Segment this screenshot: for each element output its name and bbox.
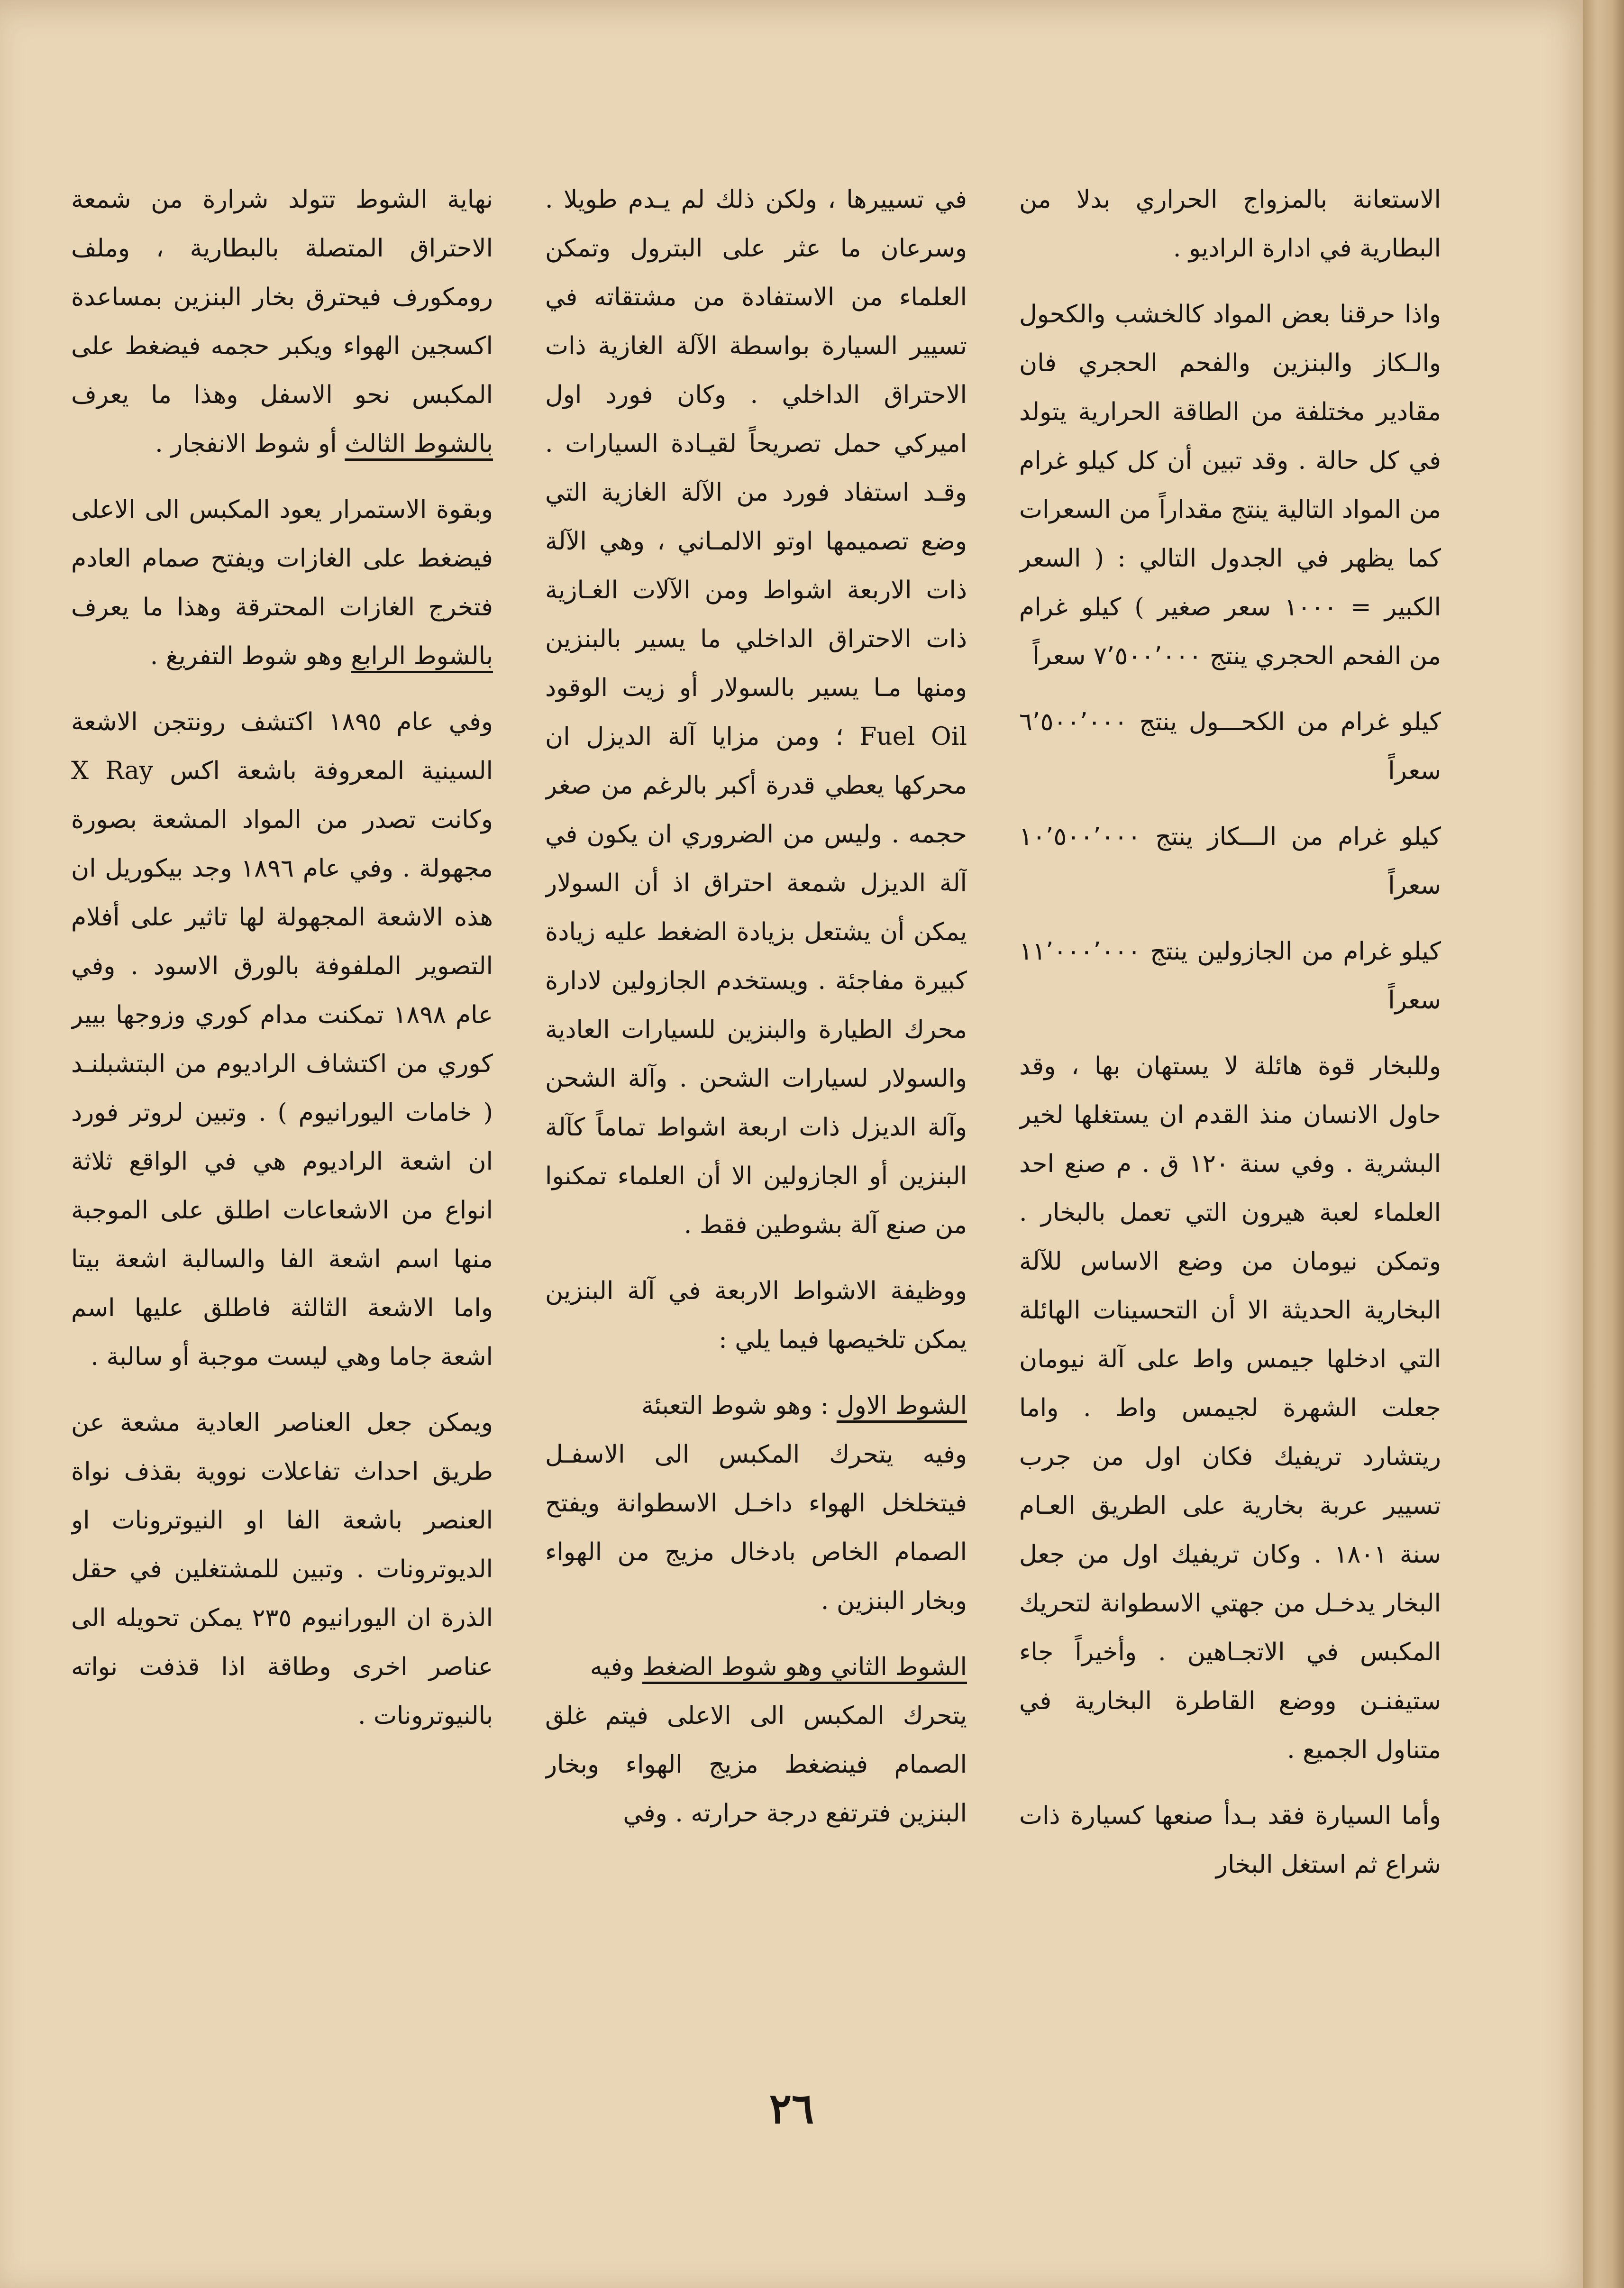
column-left — [71, 175, 493, 2077]
paragraph: كيلو غرام من الكحـــول ينتج ٦٬٥٠٠٬٠٠٠ سعراً — [1019, 708, 1441, 785]
paragraph: وللبخار قوة هائلة لا يستهان بها ، وقد حاول الانسان منذ القدم ان يستغلها لخير البشرية . وفي سنة ١٢٠ ق . م صنع احد العلماء لعبة هيرون التي تعمل بالبخار . وتمكن نيومان من وضع الاساس للآلة البخارية الحديثة الا أن التحسينات الهائلة التي ادخلها جيمس واط على آلة نيومان جعلت الشهرة لجيمس واط . واما ريتشارد تريفيك فكان اول من جرب تسيير عربة بخارية على الطريق العـام سنة ١٨٠١ . وكان تريفيك اول من جعل البخار يدخـل من جهتي الاسطوانة لتحريك المكبس في الاتجـاهين . وأخيراً جاء ستيفنـن ووضع القاطرة البخارية في متناول الجميع . — [1019, 1052, 1441, 1764]
stroke-2-subtitle: وفيه — [590, 1653, 642, 1681]
paragraph: في تسييرها ، ولكن ذلك لم يـدم طويلا . وسرعان ما عثر على البترول وتمكن العلماء من الاستفادة من مشتقاته في تسيير السيارة بواسطة الآلة الغازية ذات الاحتراق الداخلي . وكان فورد اول اميركي حمل تصريحاً لقيـادة السيارات . وقـد استفاد فورد من الآلة الغازية التي وضع تصميمها اوتو الالمـاني ، وهي الآلة ذات الاربعة اشواط ومن الآلات الغـازية ذات الاحتراق الداخلي ما يسير بالبنزين ومنها مـا يسير بالسولار أو زيت الوقود Fuel Oil ؛ ومن مزايا آلة الديزل ان محركها يعطي قدرة أكبر بالرغم من صغر حجمه . وليس من الضروري ان يكون في آلة الديزل شمعة احتراق اذ أن السولار يمكن أن يشتعل بزيادة الضغط عليه زيادة كبيرة مفاجئة . ويستخدم الجازولين لادارة محرك الطيارة والبنزين للسيارات العادية والسولار لسيارات الشحن . وآلة الشحن وآلة الديزل ذات اربعة اشواط تماماً كآلة البنزين أو الجازولين الا أن العلماء تمكنوا من صنع آلة بشوطين فقط . — [545, 185, 967, 1239]
paragraph: وفيه يتحرك المكبس الى الاسفـل فيتخلخل الهواء داخـل الاسطوانة ويفتح الصمام الخاص بادخال مزيج من الهواء وبخار البنزين . — [545, 1440, 967, 1615]
paragraph: كيلو غرام من الجازولين ينتج ١١٬٠٠٠٬٠٠٠ سعراً — [1019, 937, 1441, 1015]
paragraph: الاستعانة بالمزواج الحراري بدلا من البطارية في ادارة الراديو . — [1019, 185, 1441, 263]
paragraph: كيلو غرام من الـــكاز ينتج ١٠٬٥٠٠٬٠٠٠ سعراً — [1019, 823, 1441, 900]
third-stroke-term: بالشوط الثالث — [345, 430, 493, 458]
paragraph: وأما السيارة فقد بـدأ صنعها كسيارة ذات شراع ثم استغل البخار — [1019, 1802, 1441, 1879]
paragraph: وبقوة الاستمرار يعود المكبس الى الاعلى فيضغط على الغازات ويفتح صمام العادم فتخرج الغازات المحترقة وهذا ما يعرف بالشوط الرابع وهو شوط التفريغ . — [71, 495, 493, 670]
stroke-heading — [545, 1643, 967, 1692]
paragraph: يتحرك المكبس الى الاعلى فيتم غلق الصمام فينضغط مزيج الهواء وبخار البنزين فترتفع درجة حرارته . وفي — [545, 1702, 967, 1828]
stroke-1-subtitle: : وهو شوط التعبئة — [641, 1391, 837, 1420]
column-middle — [545, 175, 967, 2077]
stroke-1-title: الشوط الاول — [836, 1391, 967, 1420]
paragraph: نهاية الشوط تتولد شرارة من شمعة الاحتراق المتصلة بالبطارية ، وملف رومكورف فيحترق بخار البنزين بمساعدة اكسجين الهواء ويكبر حجمه فيضغط على المكبس نحو الاسفل وهذا ما يعرف بالشوط الثالث أو شوط الانفجار . — [71, 185, 493, 458]
paragraph: ووظيفة الاشواط الاربعة في آلة البنزين يمكن تلخيصها فيما يلي : — [545, 1277, 967, 1354]
page-number: ٢٦ — [769, 2084, 814, 2133]
column-right — [1019, 175, 1441, 2077]
text-columns — [71, 175, 1441, 2077]
page-edge — [1583, 0, 1624, 2288]
stroke-2-title: الشوط الثاني وهو شوط الضغط — [642, 1653, 967, 1681]
paragraph: ويمكن جعل العناصر العادية مشعة عن طريق احداث تفاعلات نووية بقذف نواة العنصر باشعة الفا او النيوترونات او الديوترونات . وتبين للمشتغلين في حقل الذرة ان اليورانيوم ٢٣٥ يمكن تحويله الى عناصر اخرى وطاقة اذا قذفت نواته بالنيوترونات . — [71, 1409, 493, 1730]
stroke-heading — [545, 1382, 967, 1430]
paragraph: وفي عام ١٨٩٥ اكتشف رونتجن الاشعة السينية المعروفة باشعة اكس X Ray وكانت تصدر من المواد المشعة بصورة مجهولة . وفي عام ١٨٩٦ وجد بيكوريل ان هذه الاشعة المجهولة لها تاثير على أفلام التصوير الملفوفة بالورق الاسود . وفي عام ١٨٩٨ تمكنت مدام كوري وزوجها بيير كوري من اكتشاف الراديوم من البتشبلنـد ( خامات اليورانيوم ) . وتبين لروتر فورد ان اشعة الراديوم هي في الواقع ثلاثة انواع من الاشعاعات اطلق على الموجبة منها اسم اشعة الفا والسالبة اشعة بيتا واما الاشعة الثالثة فاطلق عليها اسم اشعة جاما وهي ليست موجبة أو سالبة . — [71, 708, 493, 1371]
fourth-stroke-term: بالشوط الرابع — [351, 642, 493, 670]
paragraph: واذا حرقنا بعض المواد كالخشب والكحول والـكاز والبنزين والفحم الحجري فان مقادير مختلفة من الطاقة الحرارية يتولد في كل حالة . وقد تبين أن كل كيلو غرام من المواد التالية ينتج مقداراً من السعرات كما يظهر في الجدول التالي : ( السعر الكبير = ١٠٠٠ سعر صغير ) كيلو غرام من الفحم الحجري ينتج ٧٬٥٠٠٬٠٠٠ سعراً — [1019, 300, 1441, 670]
